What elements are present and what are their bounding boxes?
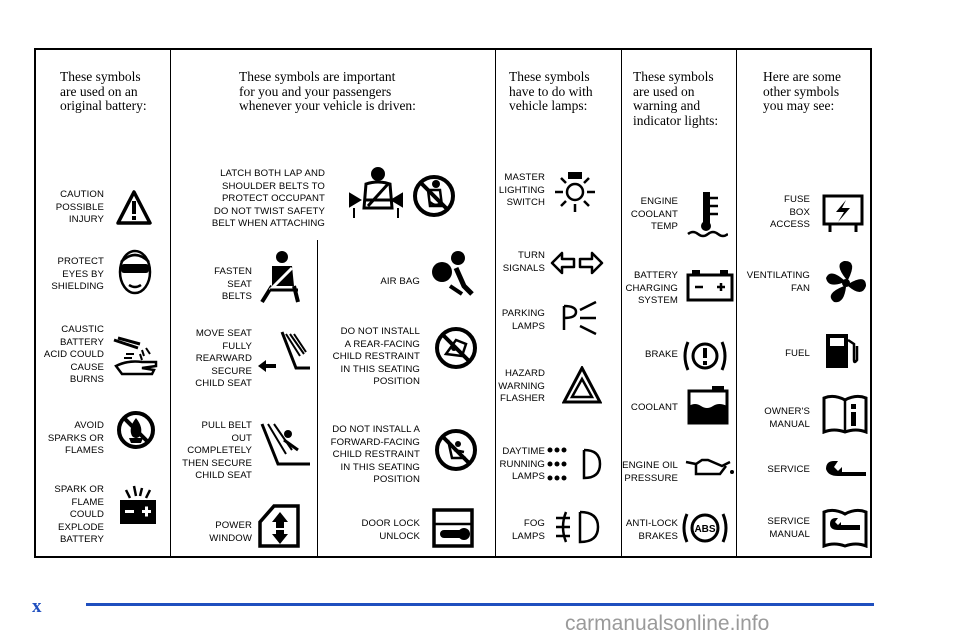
power-window-icon: [256, 502, 302, 550]
footer-rule: [86, 603, 874, 606]
fog-lamp-icon: [552, 508, 600, 546]
turn-signals-label: TURN SIGNALS: [502, 250, 545, 274]
child-seat-belt-icon: [258, 420, 312, 476]
child-seat-rearward-icon: [256, 328, 312, 378]
fuel-pump-icon: [824, 330, 860, 370]
door-lock-label: DOOR LOCK UNLOCK: [361, 518, 420, 542]
daytime-running-label: DAYTIME RUNNING LAMPS: [499, 446, 545, 483]
page-number: x: [32, 596, 42, 617]
service-manual-icon: [822, 506, 868, 548]
caustic-acid-label: CAUSTIC BATTERY ACID COULD CAUSE BURNS: [43, 324, 104, 386]
air-bag-label: AIR BAG: [380, 276, 420, 287]
hazard-flasher-label: HAZARD WARNING FLASHER: [498, 368, 545, 405]
no-twisted-belt-icon: [412, 174, 456, 218]
coolant-level-icon: [686, 384, 730, 426]
spark-explode-label: SPARK OR FLAME COULD EXPLODE BATTERY: [54, 484, 104, 546]
forward-facing-label: DO NOT INSTALL A FORWARD-FACING CHILD RESTRAINT IN THIS SEATING POSITION: [330, 424, 420, 486]
belted-occupant-icon: [346, 164, 406, 226]
fuel-label: FUEL: [785, 348, 810, 359]
other-header: Here are some other symbols you may see:: [763, 69, 841, 113]
move-seat-label: MOVE SEAT FULLY REARWARD SECURE CHILD SEAT: [195, 328, 252, 390]
engine-oil-pressure-label: ENGINE OIL PRESSURE: [622, 460, 678, 484]
coolant-temp-icon: [686, 188, 728, 240]
no-flames-icon: [116, 410, 156, 450]
acid-burn-hand-icon: [112, 336, 158, 376]
column-divider: [170, 50, 171, 556]
abs-text: ABS: [694, 524, 716, 535]
oil-can-icon: [682, 454, 734, 480]
service-manual-label: SERVICE MANUAL: [767, 516, 810, 540]
passengers-header: These symbols are important for you and your passengers whenever your vehicle is driven:: [239, 69, 416, 113]
brake-label: BRAKE: [644, 349, 678, 360]
anti-lock-brakes-label: ANTI-LOCK BRAKES: [625, 518, 678, 542]
seat-belt-person-icon: [258, 250, 302, 304]
ventilating-fan-icon: [824, 258, 868, 308]
ventilating-fan-label: VENTILATING FAN: [746, 270, 810, 294]
coolant-label: COOLANT: [630, 402, 678, 413]
door-lock-icon: [430, 506, 476, 550]
eye-shield-face-icon: [116, 246, 154, 296]
column-divider: [736, 50, 737, 556]
watermark: carmanualsonline.info: [565, 612, 770, 635]
pull-belt-label: PULL BELT OUT COMPLETELY THEN SECURE CHILD SEAT: [182, 420, 252, 482]
parking-lamps-label: PARKING LAMPS: [501, 308, 545, 332]
passenger-subdivider: [317, 240, 318, 556]
no-rear-facing-seat-icon: [434, 326, 478, 370]
abs-warning-icon: [680, 508, 730, 548]
battery-charging-label: BATTERY CHARGING SYSTEM: [625, 270, 678, 307]
exploding-battery-icon: [116, 484, 160, 526]
wrench-icon: [824, 458, 868, 480]
daytime-running-lamp-icon: [546, 444, 602, 484]
protect-eyes-label: PROTECT EYES BY SHIELDING: [51, 256, 104, 293]
fuse-box-icon: [822, 194, 864, 234]
battery-header: These symbols are used on an original battery:: [60, 69, 147, 113]
service-label: SERVICE: [767, 464, 810, 475]
caution-label: CAUTION POSSIBLE INJURY: [55, 189, 104, 226]
parking-lamp-icon: [560, 300, 598, 336]
symbols-table: [34, 48, 872, 558]
lamps-header: These symbols have to do with vehicle lamps:: [509, 69, 593, 113]
fuse-box-label: FUSE BOX ACCESS: [769, 194, 810, 231]
master-lighting-label: MASTER LIGHTING SWITCH: [498, 172, 545, 209]
fog-lamps-label: FOG LAMPS: [511, 518, 545, 542]
latch-belts-label: LATCH BOTH LAP AND SHOULDER BELTS TO PROTECT OCCUPANT DO NOT TWIST SAFETY BELT WHEN ATTACHING: [211, 168, 325, 230]
owners-manual-label: OWNER'S MANUAL: [764, 406, 810, 430]
rear-facing-label: DO NOT INSTALL A REAR-FACING CHILD RESTRAINT IN THIS SEATING POSITION: [332, 326, 420, 388]
avoid-sparks-label: AVOID SPARKS OR FLAMES: [47, 420, 104, 457]
battery-icon: [686, 268, 734, 302]
warning-header: These symbols are used on warning and indicator lights:: [633, 69, 719, 128]
hazard-triangle-icon: [562, 366, 602, 404]
air-bag-icon: [428, 250, 474, 298]
master-light-switch-icon: [551, 168, 599, 216]
fasten-belts-label: FASTEN SEAT BELTS: [214, 266, 252, 303]
owners-manual-icon: [822, 392, 868, 434]
power-window-label: POWER WINDOW: [209, 520, 252, 544]
caution-triangle-icon: [116, 190, 152, 226]
brake-warning-icon: [682, 336, 728, 376]
turn-signal-arrows-icon: [550, 250, 604, 276]
no-forward-facing-seat-icon: [434, 428, 478, 472]
column-divider: [495, 50, 496, 556]
engine-coolant-temp-label: ENGINE COOLANT TEMP: [630, 196, 678, 233]
